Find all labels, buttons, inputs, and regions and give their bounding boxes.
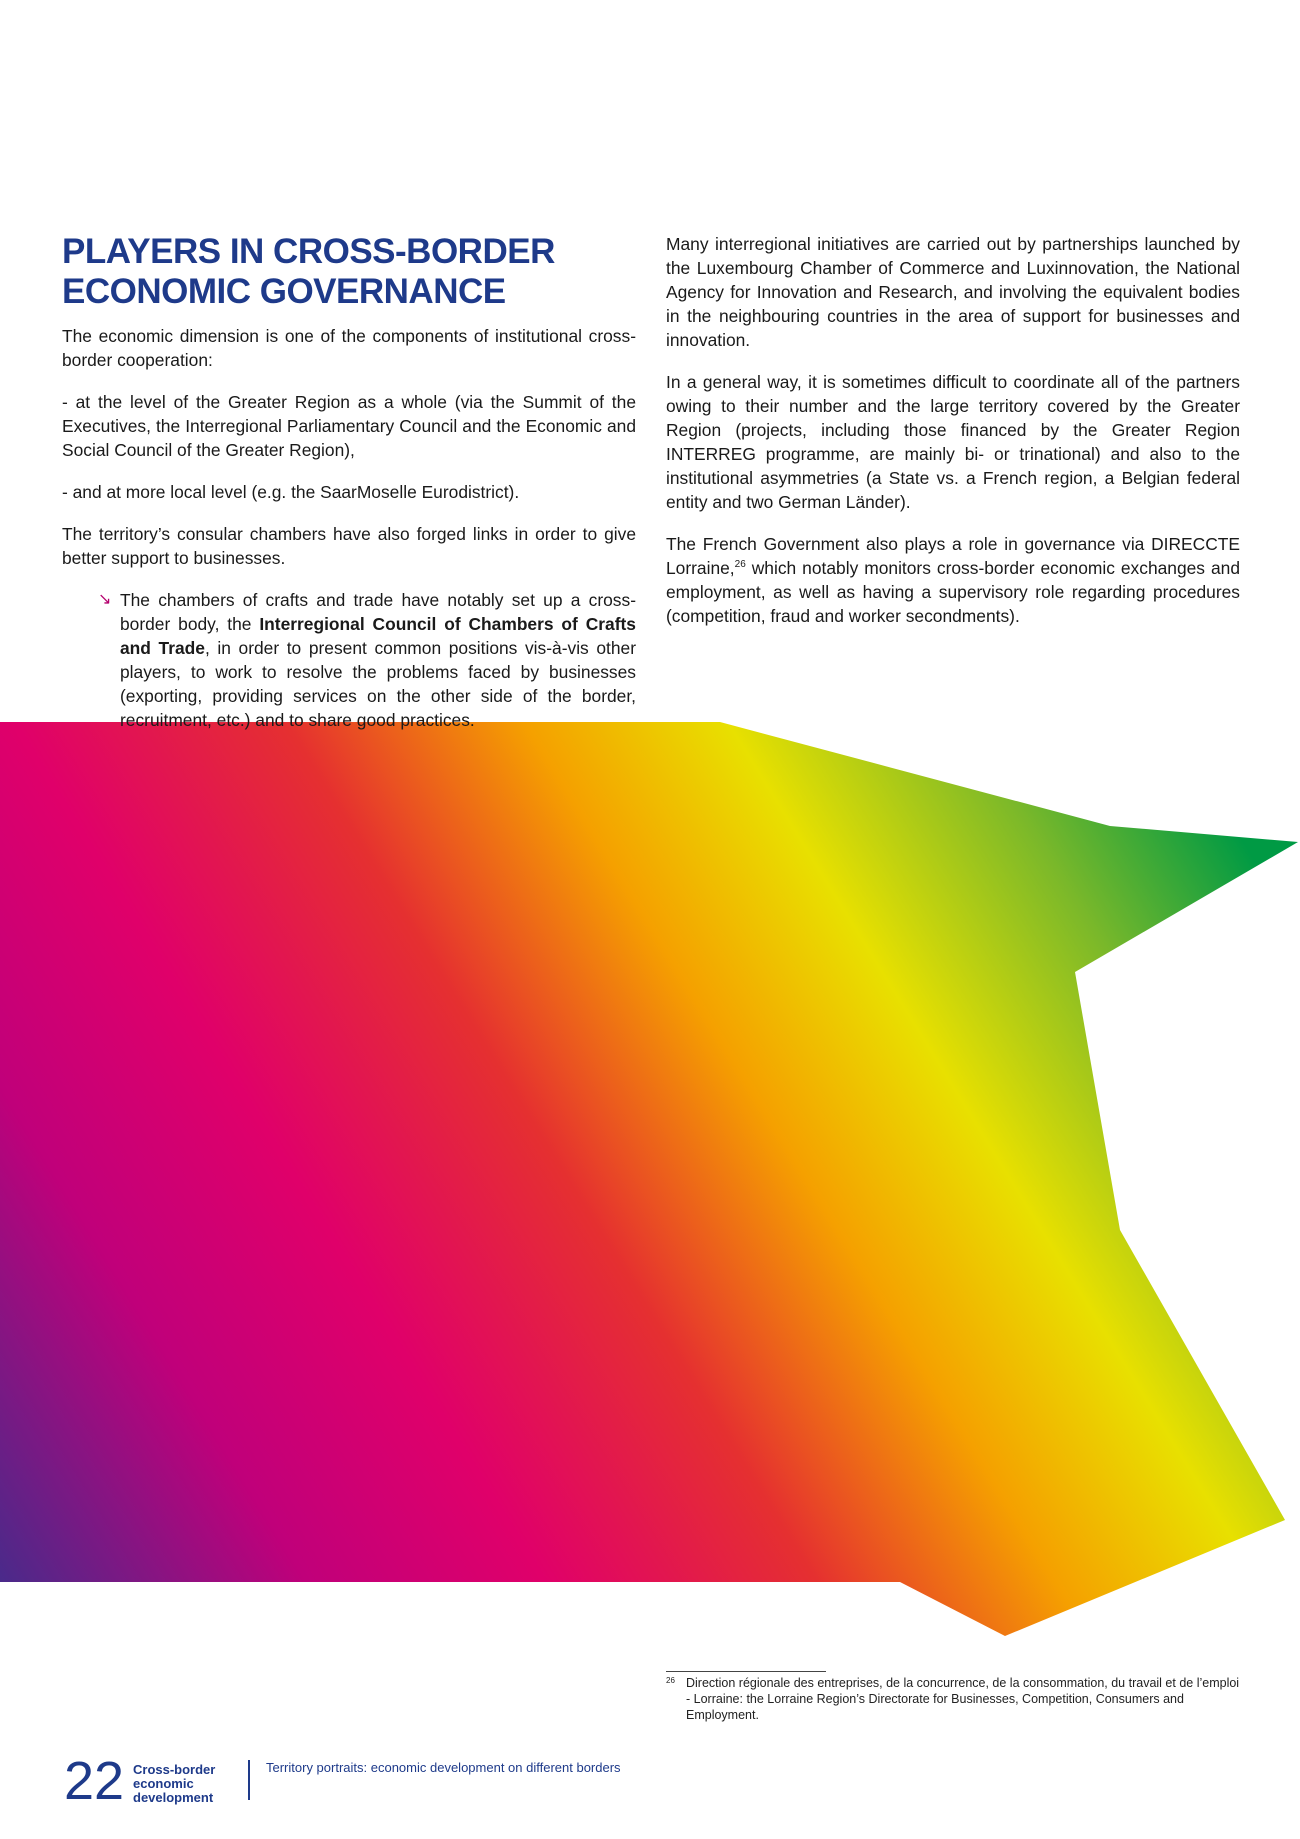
consular-chambers-paragraph: The territory’s consular chambers have also forged links in order to give better support to businesses. bbox=[62, 524, 636, 568]
greater-region-paragraph: - at the level of the Greater Region as a whole (via the Summit of the Executives, the Interregional Parliamentary Council and the Economic and Social Council of the Greater Region), bbox=[62, 392, 636, 460]
local-level-paragraph: - and at more local level (e.g. the SaarMoselle Eurodistrict). bbox=[62, 482, 520, 502]
council-name: Interregional Council of Chambers of Crafts and Trade bbox=[120, 614, 636, 658]
bullet-item bbox=[98, 588, 636, 750]
coordination-paragraph: In a general way, it is sometimes difficult to coordinate all of the partners owing to their number and the large territory covered by the Greater Region (projects, including those financed by the Greater Region INTERREG programme, are mainly bi- or trinational) and also to the institutional asymmetries (a State vs. a French region, a Belgian federal entity and two German Länder). bbox=[666, 372, 1240, 512]
footnote-divider bbox=[666, 1671, 826, 1672]
gradient-polygon bbox=[0, 722, 1298, 1636]
page-number: 22 bbox=[64, 1751, 125, 1811]
right-column bbox=[666, 232, 1240, 646]
footnote-text: Direction régionale des entreprises, de la concurrence, de la consommation, du travail et de l’emploi - Lorraine: the Lorraine Region’s Directorate for Businesses, Competition, Consumers and Employment. bbox=[686, 1676, 1240, 1722]
running-title: Territory portraits: economic development on different borders bbox=[266, 1760, 621, 1775]
publication-brand: Cross-border economic development bbox=[133, 1762, 216, 1805]
footnote-reference: 26 bbox=[734, 559, 746, 571]
footer-divider bbox=[248, 1760, 250, 1800]
bullet-text: The chambers of crafts and trade have notably set up a cross-border body, the Interregional Council of Chambers of Crafts and Trade, in order to present common positions vis-à-vis other players, to work to resolve the problems faced by businesses (exporting, providing services on the other side of the border, recruitment, etc.) and to share good practices. bbox=[120, 590, 636, 730]
intro-paragraph: The economic dimension is one of the components of institutional cross-border cooperation: bbox=[62, 326, 636, 370]
footnote-number: 26 bbox=[666, 1676, 675, 1685]
arrow-down-right-icon: ↘ bbox=[98, 591, 112, 608]
section-heading: PLAYERS IN CROSS-BORDER ECONOMIC GOVERNANCE bbox=[62, 232, 555, 311]
footnote bbox=[666, 1675, 1240, 1723]
initiatives-paragraph: Many interregional initiatives are carried out by partnerships launched by the Luxembourg Chamber of Commerce and Luxinnovation, the National Agency for Innovation and Research, and involving the equivalent bodies in the neighbouring countries in the area of support for businesses and innovation. bbox=[666, 234, 1240, 350]
french-government-paragraph: The French Government also plays a role in governance via DIRECCTE Lorraine,$^{26}$ which notably monitors cross-border economic exchanges and employment, as well as having a supervisory role regarding procedures (competition, fraud and worker secondments). bbox=[666, 534, 1240, 626]
left-column bbox=[62, 232, 636, 750]
